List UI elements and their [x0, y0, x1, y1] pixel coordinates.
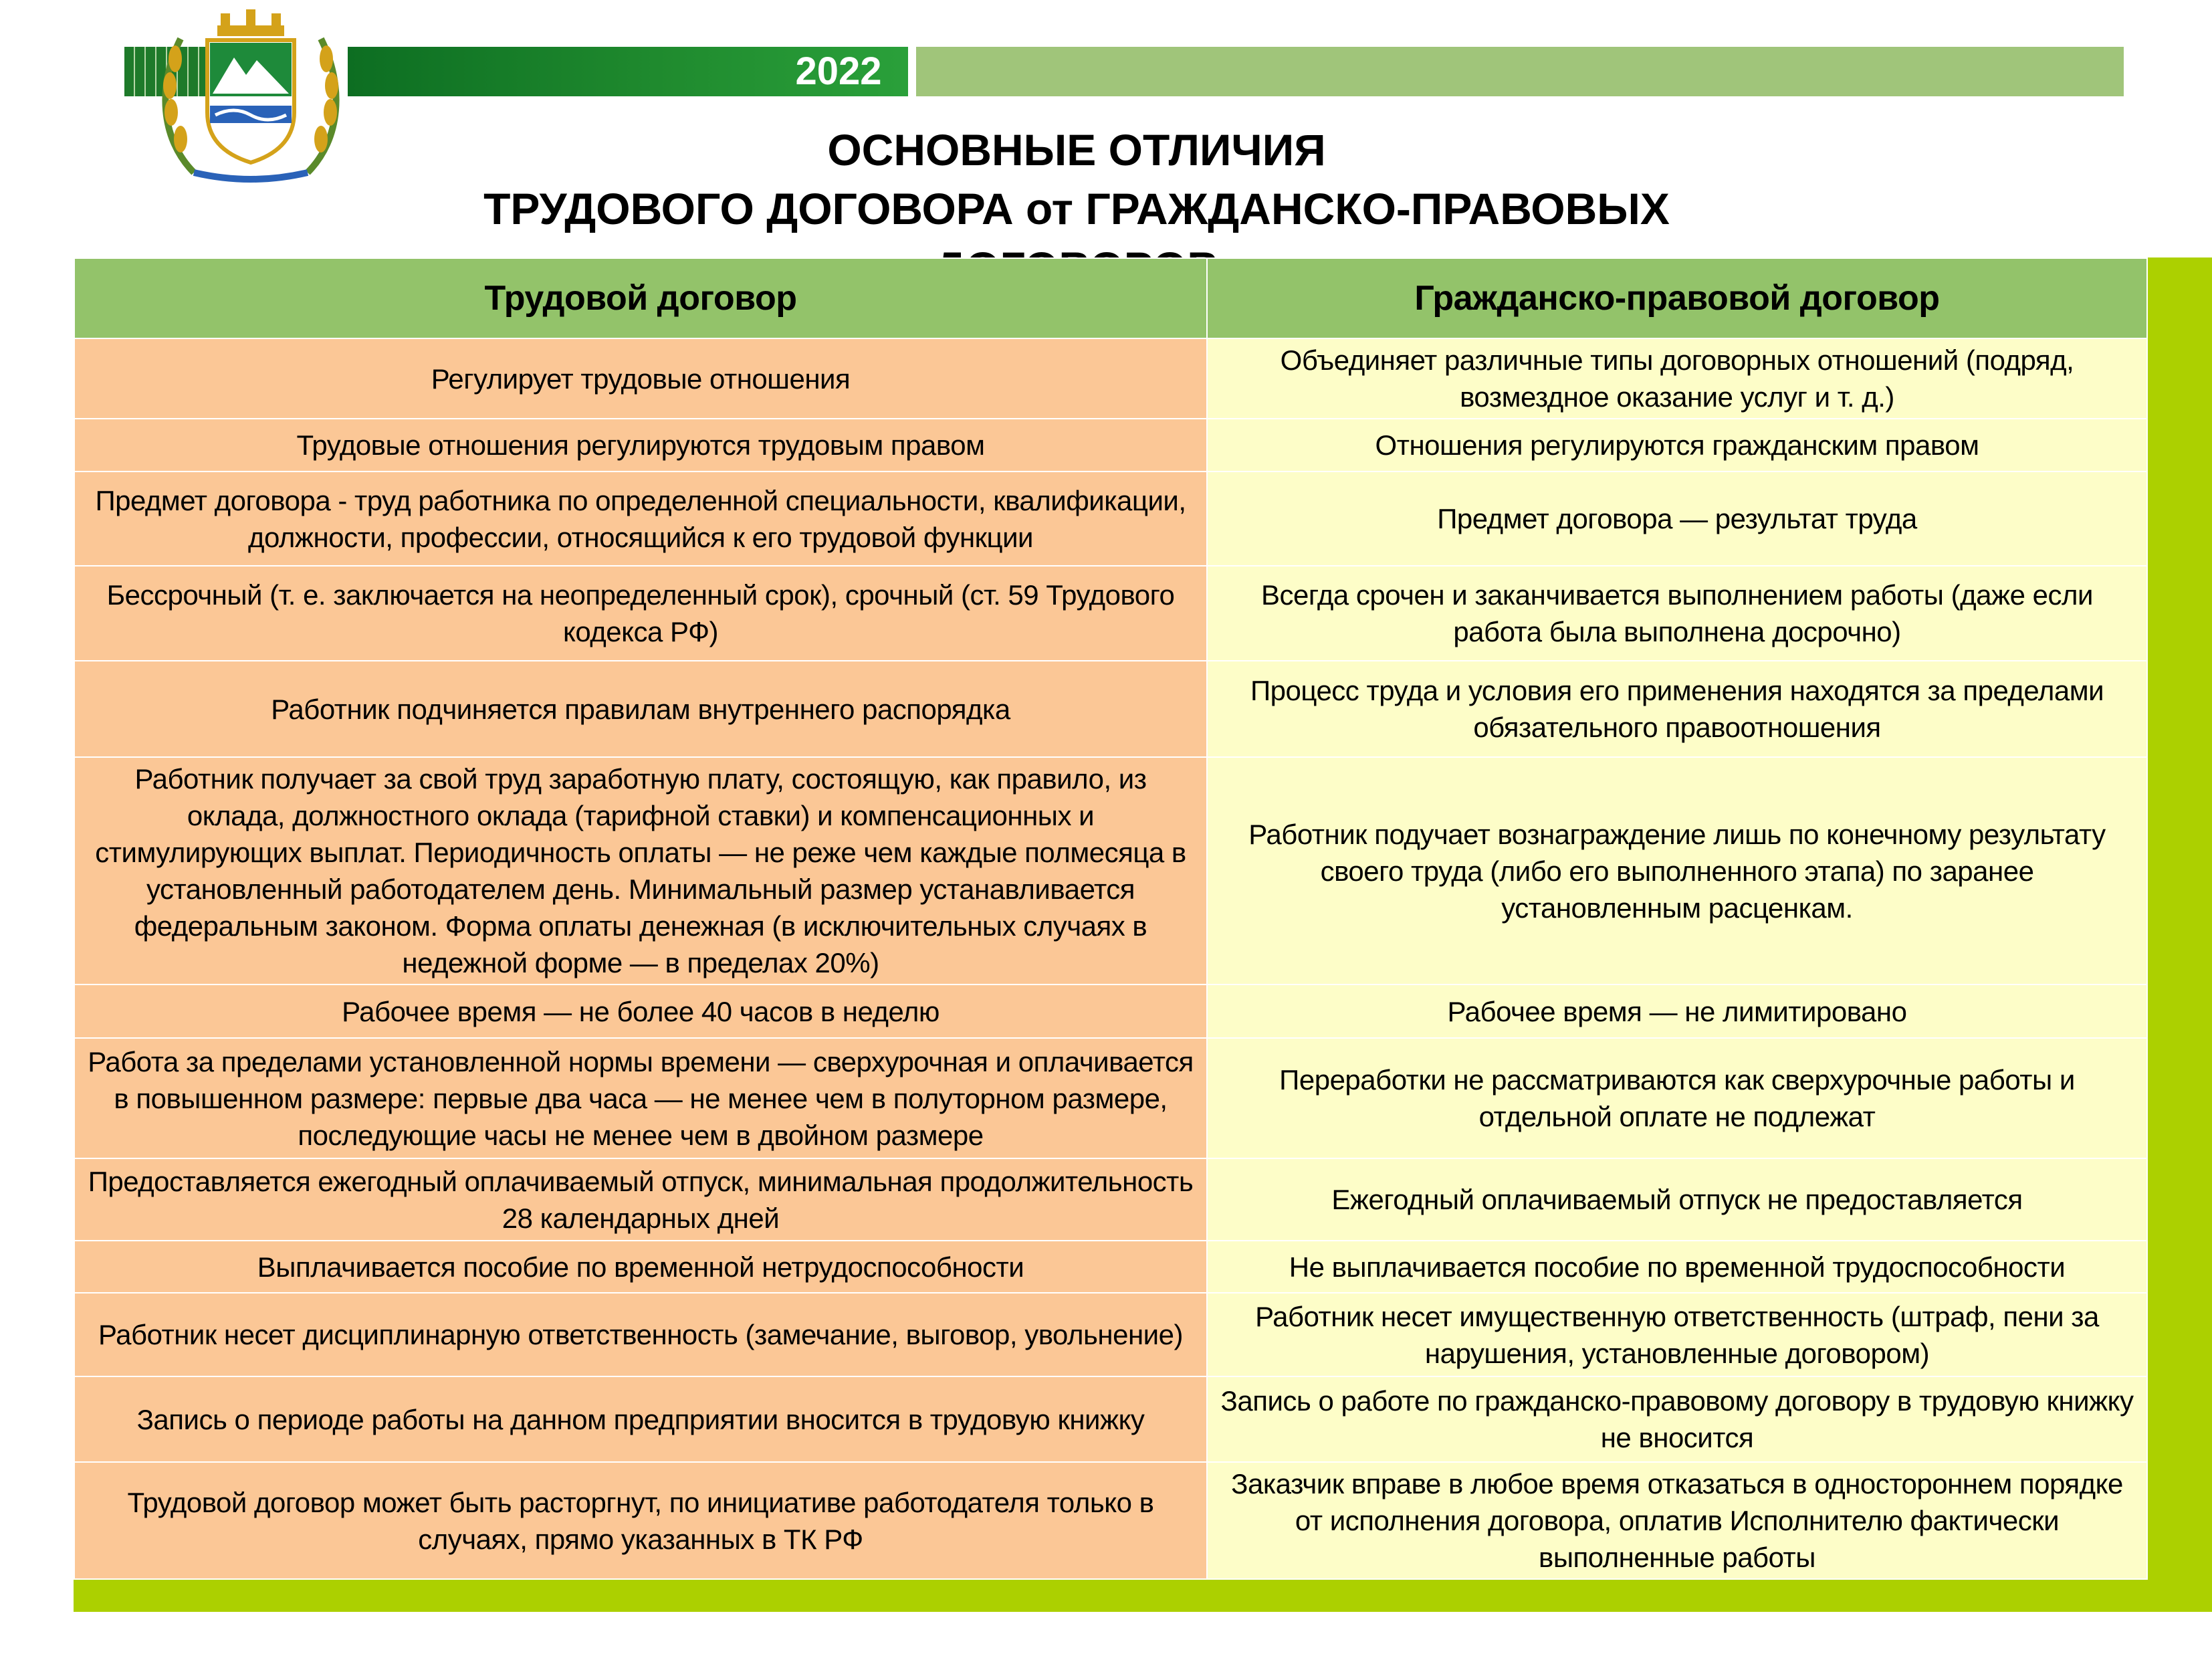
table-cell-civil: Предмет договора — результат труда: [1207, 472, 2147, 566]
header-band-light: [916, 47, 2124, 96]
table-row: [74, 1462, 2147, 1579]
table-cell-civil: Рабочее время — не лимитировано: [1207, 985, 2147, 1038]
table-cell-labor: Работа за пределами установленной нормы времени — сверхурочная и оплачивается в повышенном размере: первые два часа — не менее чем в полуторном размере, последующие часы не менее чем в двойном размере: [74, 1038, 1207, 1158]
table-row: [74, 1376, 2147, 1462]
table-row: [74, 1158, 2147, 1241]
table-cell-labor: Выплачивается пособие по временной нетрудоспособности: [74, 1241, 1207, 1293]
table-cell-civil: Объединяет различные типы договорных отношений (подряд, возмездное оказание услуг и т. д.): [1207, 338, 2147, 419]
table-cell-labor: Трудовые отношения регулируются трудовым правом: [74, 419, 1207, 472]
table-cell-civil: Процесс труда и условия его применения находятся за пределами обязательного правоотношения: [1207, 661, 2147, 757]
table-cell-civil: Не выплачивается пособие по временной трудоспособности: [1207, 1241, 2147, 1293]
table-row: [74, 338, 2147, 419]
table-cell-labor: Предмет договора - труд работника по определенной специальности, квалификации, должности, профессии, относящийся к его трудовой функции: [74, 472, 1207, 566]
title-line-2: ТРУДОВОГО ДОГОВОРА от ГРАЖДАНСКО-ПРАВОВЫХ: [483, 184, 1670, 233]
table-row: [74, 472, 2147, 566]
table-row: [74, 1038, 2147, 1158]
table-row: [74, 757, 2147, 985]
table-cell-civil: Ежегодный оплачиваемый отпуск не предоставляется: [1207, 1158, 2147, 1241]
comparison-table: [74, 257, 2148, 1580]
table-cell-labor: Работник несет дисциплинарную ответственность (замечание, выговор, увольнение): [74, 1293, 1207, 1376]
table-cell-labor: Рабочее время — не более 40 часов в неделю: [74, 985, 1207, 1038]
header-civil-contract: Гражданско-правовой договор: [1207, 258, 2147, 338]
table-cell-labor: Предоставляется ежегодный оплачиваемый отпуск, минимальная продолжительность 28 календарных дней: [74, 1158, 1207, 1241]
table-row: [74, 661, 2147, 757]
table-cell-labor: Бессрочный (т. е. заключается на неопределенный срок), срочный (ст. 59 Трудового кодекса РФ): [74, 566, 1207, 661]
table-row: [74, 566, 2147, 661]
header-labor-contract: Трудовой договор: [74, 258, 1207, 338]
year-label: 2022: [795, 49, 882, 93]
table-cell-civil: Всегда срочен и заканчивается выполнением работы (даже если работа была выполнена досрочно): [1207, 566, 2147, 661]
table-row: [74, 985, 2147, 1038]
table-cell-civil: Работник несет имущественную ответственность (штраф, пени за нарушения, установленные договором): [1207, 1293, 2147, 1376]
table-cell-labor: Трудовой договор может быть расторгнут, по инициативе работодателя только в случаях, прямо указанных в ТК РФ: [74, 1462, 1207, 1579]
table-cell-labor: Работник получает за свой труд заработную плату, состоящую, как правило, из оклада, должностного оклада (тарифной ставки) и компенсационных и стимулирующих выплат. Периодичность оплаты — не реже чем каждые полмесяца в установленный работодателем день. Минимальный размер устанавливается федеральным законом. Форма оплаты денежная (в исключительных случаях в недежной форме — в пределах 20%): [74, 757, 1207, 985]
table-cell-civil: Запись о работе по гражданско-правовому договору в трудовую книжку не вносится: [1207, 1376, 2147, 1462]
table-row: [74, 1293, 2147, 1376]
title-line-1: ОСНОВНЫЕ ОТЛИЧИЯ: [827, 125, 1326, 175]
table-row: [74, 1241, 2147, 1293]
table-cell-civil: Переработки не рассматриваются как сверхурочные работы и отдельной оплате не подлежат: [1207, 1038, 2147, 1158]
table-header-row: [74, 258, 2147, 338]
table-cell-civil: Заказчик вправе в любое время отказаться в одностороннем порядке от исполнения договора, оплатив Исполнителю фактически выполненные работы: [1207, 1462, 2147, 1579]
table-cell-civil: Отношения регулируются гражданским правом: [1207, 419, 2147, 472]
table-cell-labor: Работник подчиняется правилам внутреннего распорядка: [74, 661, 1207, 757]
coat-of-arms-icon: [154, 5, 348, 186]
table-cell-labor: Регулирует трудовые отношения: [74, 338, 1207, 419]
table-cell-civil: Работник подучает вознаграждение лишь по конечному результату своего труда (либо его выполненного этапа) по заранее установленным расценкам.: [1207, 757, 2147, 985]
table-cell-labor: Запись о периоде работы на данном предприятии вносится в трудовую книжку: [74, 1376, 1207, 1462]
table-row: [74, 419, 2147, 472]
